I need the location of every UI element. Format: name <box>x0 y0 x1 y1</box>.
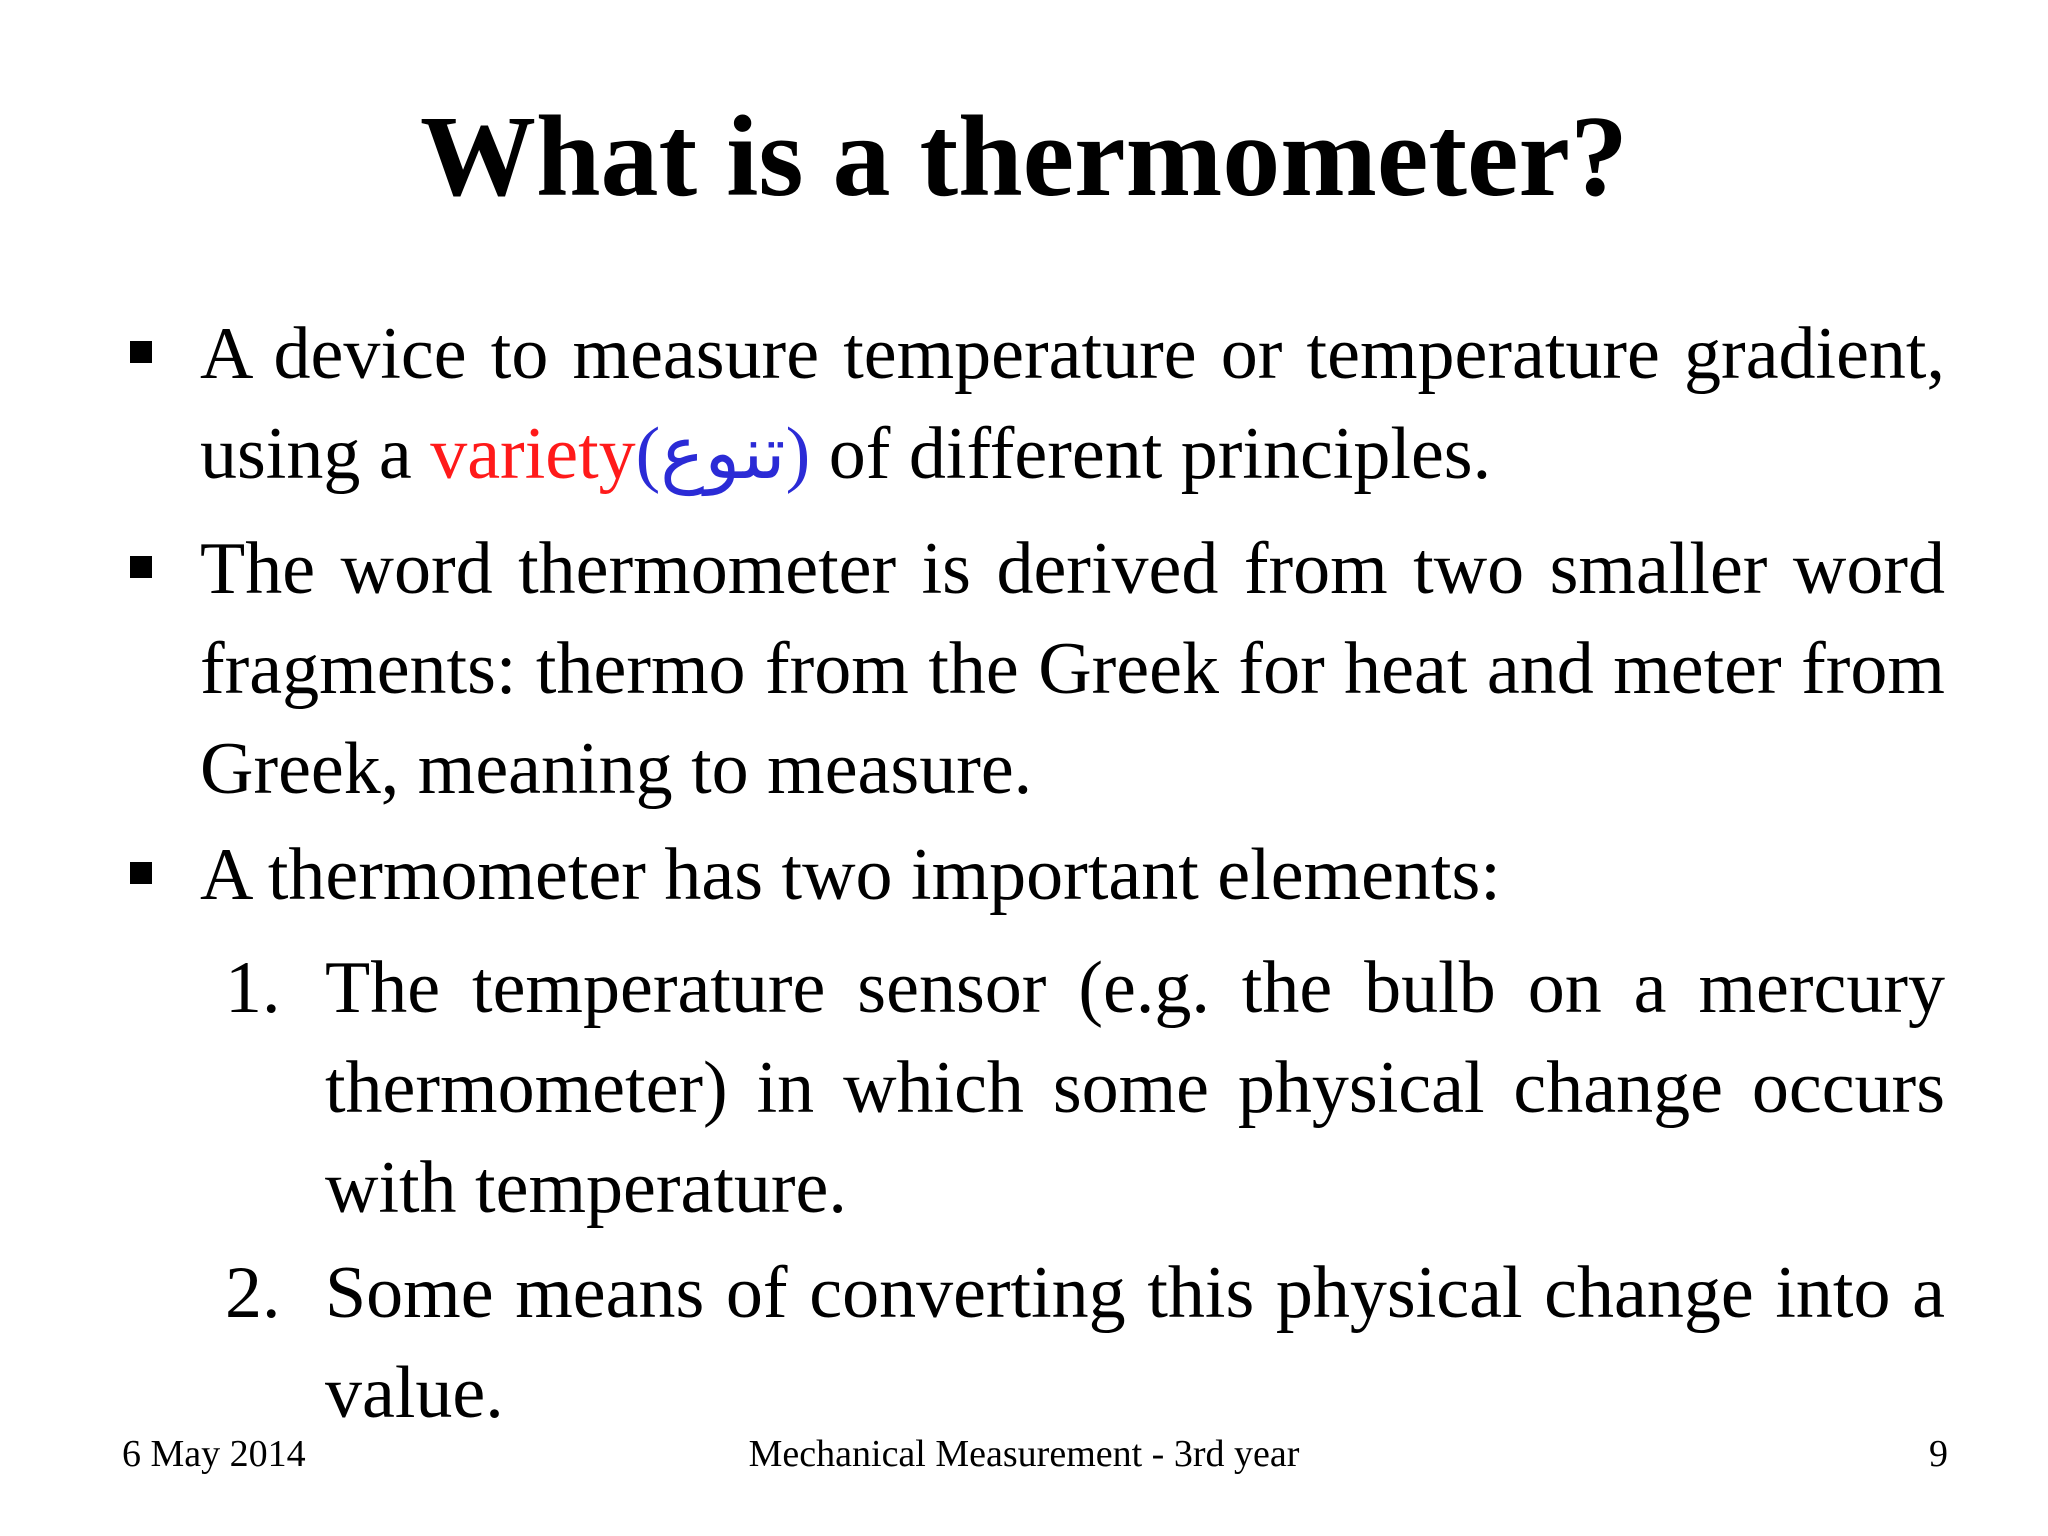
footer-page-number: 9 <box>1929 1433 1948 1475</box>
numbered-label-1: 1. <box>225 947 281 1029</box>
bullet-square-icon <box>130 556 152 578</box>
bullet-item-1 <box>200 304 1945 504</box>
bullet-square-icon <box>130 341 152 363</box>
bullet-item-3: A thermometer has two important elements: <box>200 834 1501 916</box>
bullet-1-highlight: variety <box>430 413 636 495</box>
numbered-label-2: 2. <box>225 1252 281 1334</box>
bullet-1-text-pre: A device to measure temperature or temperature gradient, using a <box>200 313 1945 495</box>
bullet-1-text-post: of different principles. <box>810 413 1492 495</box>
bullet-square-icon <box>130 862 152 884</box>
numbered-item-2: Some means of converting this physical change into a value. <box>325 1252 1945 1434</box>
numbered-item-1: The temperature sensor (e.g. the bulb on a mercury thermometer) in which some physical change occurs with temperature. <box>325 947 1945 1229</box>
footer-date: 6 May 2014 <box>122 1433 306 1475</box>
slide-title: What is a thermometer? <box>420 93 1628 221</box>
footer-course: Mechanical Measurement - 3rd year <box>748 1433 1300 1475</box>
bullet-1-arabic-gloss: (تنوع) <box>635 413 811 495</box>
bullet-item-2: The word thermometer is derived from two smaller word fragments: thermo from the Greek for heat and meter from Greek, meaning to measure. <box>200 528 1945 810</box>
